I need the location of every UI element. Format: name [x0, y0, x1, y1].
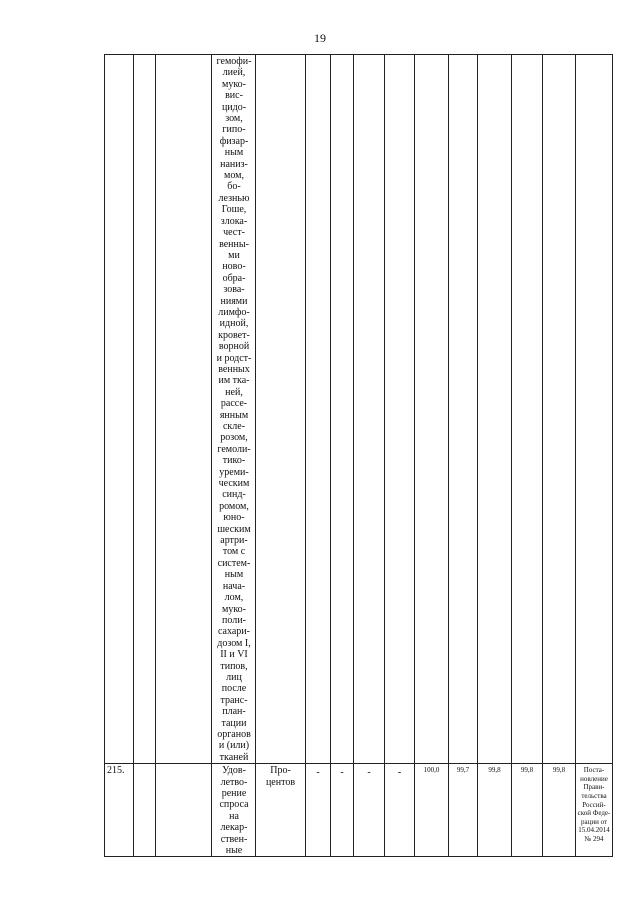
text-line: летво- — [220, 776, 248, 788]
text-line: зова- — [223, 284, 245, 296]
text-line: типов, — [220, 660, 248, 672]
cell-empty — [478, 55, 512, 764]
text-line: транс- — [220, 694, 248, 706]
text-line: цидо- — [221, 101, 247, 113]
text-line: спроса — [219, 799, 249, 811]
text-line: ней, — [225, 386, 243, 398]
cell-empty — [156, 55, 212, 764]
cell-value — [543, 764, 576, 857]
text-line: ным — [224, 147, 244, 159]
source-note — [576, 764, 612, 843]
text-line: Поста- — [583, 766, 605, 775]
dash-value: - — [340, 767, 344, 779]
text-line: тации — [221, 717, 247, 729]
text-line: рение — [221, 788, 247, 799]
text-line: 15.04.2014 — [578, 826, 610, 835]
text-line: наниз- — [220, 158, 248, 170]
cell-indicator-continuation — [212, 55, 256, 764]
cell-empty — [306, 55, 331, 764]
cell-empty — [134, 764, 156, 857]
cell-dash — [306, 764, 331, 857]
text-line: лом, — [224, 592, 244, 604]
year-value: 99,8 — [552, 766, 566, 775]
document-table — [104, 54, 613, 857]
text-line: дозом I, — [217, 637, 251, 649]
text-line: гипо- — [222, 124, 246, 136]
text-line: II и VI — [220, 649, 248, 661]
cell-dash — [354, 764, 385, 857]
text-line: ные — [225, 845, 243, 857]
table-row-continuation — [105, 55, 613, 764]
text-line: муко- — [221, 603, 246, 615]
text-line: ворной — [218, 341, 250, 353]
cell-value — [512, 764, 543, 857]
cell-empty — [415, 55, 449, 764]
text-line: ниями — [220, 295, 248, 307]
text-line: лиц — [226, 671, 242, 683]
text-line: ным — [224, 569, 244, 581]
text-line: ствен- — [220, 833, 248, 845]
text-line: Россий- — [582, 800, 606, 809]
text-line: венны- — [219, 238, 249, 250]
text-line: ческим — [218, 478, 250, 490]
year-value: 99,8 — [520, 766, 534, 775]
text-line: обра- — [222, 272, 246, 284]
text-line: бо- — [227, 181, 241, 193]
text-line: муко- — [221, 78, 246, 90]
cell-value — [415, 764, 449, 857]
text-line: юно- — [223, 512, 245, 524]
dash-value: - — [397, 767, 402, 779]
cell-value — [449, 764, 478, 857]
text-line: мом, — [224, 170, 244, 182]
cell-empty — [449, 55, 478, 764]
text-line: систем- — [217, 557, 251, 569]
text-line: центов — [265, 776, 296, 788]
text-line: новление — [580, 774, 608, 783]
text-line: уреми- — [219, 466, 249, 478]
cell-empty — [512, 55, 543, 764]
text-line: лией, — [222, 67, 246, 79]
text-line: кровет- — [218, 329, 250, 341]
text-line: физар- — [219, 135, 249, 147]
text-line: скле- — [222, 421, 246, 432]
cell-empty — [543, 55, 576, 764]
text-line: и (или) — [218, 740, 250, 752]
text-line: ской Феде- — [577, 809, 611, 818]
text-line: янным — [219, 409, 249, 421]
text-line: лезнью — [218, 192, 250, 204]
text-line: лимфо- — [218, 306, 250, 318]
cell-empty — [385, 55, 415, 764]
text-line: злока- — [220, 215, 248, 227]
cell-note — [576, 55, 613, 764]
text-line: синд- — [222, 489, 246, 501]
text-line: том с — [222, 546, 246, 558]
dash-value: - — [367, 767, 371, 779]
text-line: план- — [222, 706, 246, 718]
row-number: 215. — [107, 765, 125, 777]
dash-value: - — [316, 767, 320, 779]
table-row-215 — [105, 764, 613, 857]
indicator-continuation-text — [212, 55, 255, 763]
text-line: ромом, — [219, 500, 249, 512]
cell-empty — [331, 55, 354, 764]
text-line: сахари- — [218, 626, 250, 638]
text-line: идной, — [219, 318, 249, 330]
text-line: органов — [217, 728, 251, 740]
cell-note — [576, 764, 613, 857]
cell-number — [105, 764, 134, 857]
text-line: тико- — [222, 455, 246, 467]
text-line: Гоше, — [221, 204, 247, 216]
text-line: после — [221, 683, 247, 695]
text-line: зом, — [225, 113, 243, 125]
text-line: рации от — [580, 817, 608, 826]
cell-dash — [331, 764, 354, 857]
text-line: им тка- — [218, 375, 250, 387]
year-value: 100,0 — [423, 766, 440, 775]
text-line: артри- — [220, 535, 248, 547]
cell-dash — [385, 764, 415, 857]
text-line: венных — [218, 363, 250, 375]
cell-indicator — [212, 764, 256, 857]
cell-unit — [256, 55, 306, 764]
text-line: гемофи- — [216, 56, 252, 67]
cell-empty — [134, 55, 156, 764]
indicator-text — [212, 764, 255, 856]
text-line: рассе- — [220, 398, 248, 410]
text-line: розом, — [220, 432, 248, 444]
cell-unit — [256, 764, 306, 857]
text-line: ново- — [222, 261, 246, 273]
text-line: № 294 — [584, 834, 604, 843]
text-line: Про- — [270, 765, 291, 777]
text-line: нача- — [222, 580, 246, 592]
cell-empty — [354, 55, 385, 764]
text-line: ми — [228, 249, 240, 261]
year-value: 99,8 — [488, 766, 501, 775]
text-line: вис- — [225, 90, 243, 102]
page-number: 19 — [314, 31, 326, 45]
text-line: шеским — [217, 523, 251, 535]
text-line: тельства — [581, 791, 607, 800]
text-line: чест- — [223, 227, 245, 239]
text-line: гемоли- — [217, 443, 251, 455]
text-line: на — [229, 810, 239, 822]
unit-text — [256, 764, 305, 788]
year-value: 99,7 — [456, 766, 470, 775]
text-line: лекар- — [220, 822, 248, 834]
text-line: Прави- — [583, 783, 605, 792]
cell-number — [105, 55, 134, 764]
cell-value — [478, 764, 512, 857]
text-line: и родст- — [216, 352, 252, 364]
text-line: Удов- — [222, 765, 246, 777]
text-line: поли- — [222, 614, 246, 626]
cell-empty — [156, 764, 212, 857]
text-line: тканей — [219, 751, 249, 763]
